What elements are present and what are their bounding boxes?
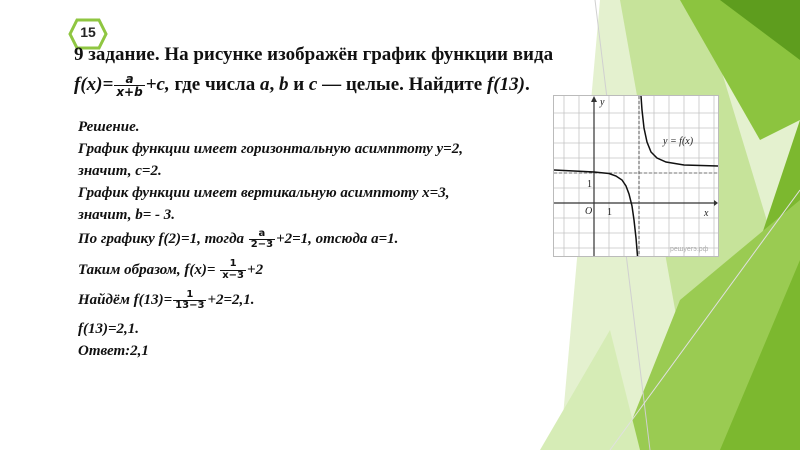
formula-fx: f(x)= [74,74,114,95]
title-text-2: — целые. Найдите [317,74,487,95]
line6-denominator: x−3 [222,269,245,281]
solution-answer: Ответ:2,1 [78,342,149,359]
line5-denominator: 2−3 [250,239,274,251]
y-axis-arrow [591,96,597,102]
solution-line-8: f(13)=2,1. [78,320,140,337]
var-a: a [259,74,270,95]
graph-right-branch [641,96,718,166]
solution-line-4: значит, b= - 3. [78,207,176,223]
line7-numerator: 1 [186,288,194,300]
title-sep: , [269,74,279,95]
target-f13: f(13) [486,74,525,95]
fraction-numerator: a [125,71,134,86]
graph-svg [554,96,718,256]
title-text: где числа [169,74,260,95]
task-title-line2 [74,70,614,100]
line7-denominator: 13−3 [175,300,205,312]
x-axis-label: x [704,208,709,219]
line7-suffix: +2=2,1. [207,292,255,309]
solution-line-6 [78,259,528,282]
x-unit-label: 1 [607,207,612,218]
line7-prefix: Найдём f(13)= [78,292,173,309]
slide-number: 15 [80,24,96,40]
x-axis-arrow [714,200,718,206]
solution-line-2: значит, с=2. [78,163,162,179]
solution-line-3: График функции имеет вертикальную асимптоту х=3, [78,185,450,201]
y-axis-label: y [600,97,605,108]
var-c: c [308,74,318,95]
function-graph [553,95,719,257]
line6-prefix: Таким образом, f(x)= [78,261,220,278]
line5-fraction [249,229,275,251]
solution-line-5 [78,228,528,251]
function-label: y = f(x) [663,136,694,147]
solution-heading: Решение. [78,119,140,135]
task-title [74,40,614,100]
title-and: и [288,74,309,95]
y-unit-label: 1 [587,179,592,190]
line5-numerator: a [258,227,266,239]
watermark: решуегэ.рф [670,246,709,253]
solution-line-7 [78,289,528,312]
solution-line-1: График функции имеет горизонтальную асимптоту y=2, [78,141,463,157]
line6-numerator: 1 [229,258,237,270]
var-b: b [278,74,289,95]
solution-block [78,116,528,362]
fraction-denominator: x+b [116,85,143,100]
formula-plus-c: +c, [145,74,170,95]
graph-left-branch [554,170,638,256]
line6-suffix: +2 [247,261,264,278]
line6-fraction [220,259,246,281]
origin-label: O [585,206,593,217]
task-title-line1: 9 задание. На рисунке изображён график функции вида [74,44,554,65]
line7-fraction [173,290,206,312]
title-dot: . [524,74,530,95]
line5-prefix: По графику f(2)=1, тогда [78,231,248,247]
line5-suffix: +2=1, отсюда а=1. [276,231,399,247]
formula-fraction [114,73,144,99]
